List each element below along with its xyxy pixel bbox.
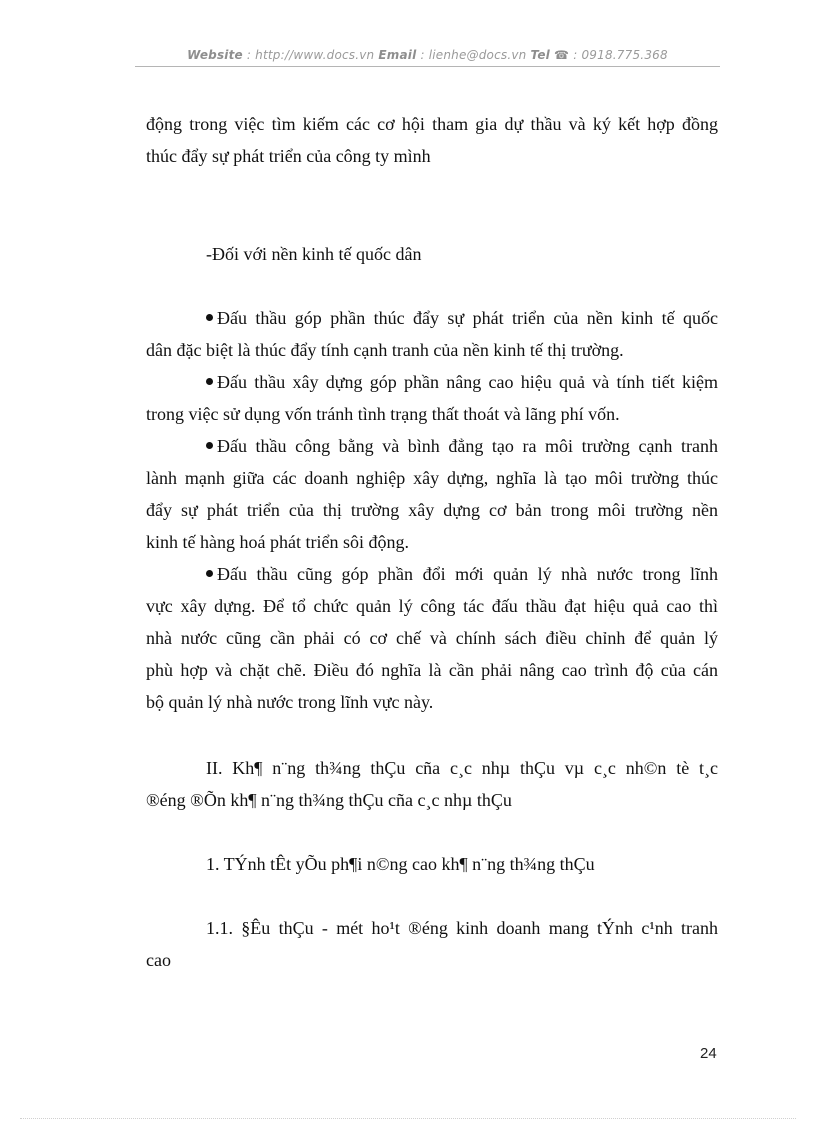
text-line: kinh tế hàng hoá phát triển sôi động. bbox=[146, 532, 409, 552]
section-heading-ii bbox=[146, 752, 718, 816]
website-label: Website bbox=[187, 48, 243, 62]
bullet-paragraph bbox=[146, 430, 718, 558]
section-heading-1 bbox=[146, 848, 718, 880]
text-line: ®éng ®Õn kh¶ n¨ng th¾ng thÇu cña c¸c nhµ thÇu bbox=[146, 790, 512, 810]
text-line: 1.1. §Êu thÇu - mét ho¹t ®éng kinh doanh mang tÝnh c¹nh tranh bbox=[206, 918, 718, 938]
text-line: thúc đẩy sự phát triển của công ty mình bbox=[146, 146, 431, 166]
footer-divider bbox=[20, 1118, 796, 1119]
tel-value: : 0918.775.368 bbox=[573, 48, 668, 62]
text-line: phù hợp và chặt chẽ. Điều đó nghĩa là cần phải nâng cao trình độ của cán bbox=[146, 660, 718, 680]
bullet-text: Đấu thầu xây dựng góp phần nâng cao hiệu quả và tính tiết kiệm bbox=[217, 372, 718, 392]
page-number: 24 bbox=[700, 1045, 717, 1062]
text-line: cao bbox=[146, 950, 171, 970]
bullet-paragraph bbox=[146, 366, 718, 430]
subheading-national-economy bbox=[146, 238, 718, 270]
email-label: Email bbox=[378, 48, 417, 62]
bullet-paragraph bbox=[146, 558, 718, 718]
bullet-icon bbox=[206, 314, 213, 321]
text-line: 1. TÝnh tÊt yÕu ph¶i n©ng cao kh¶ n¨ng th¾ng thÇu bbox=[206, 854, 595, 874]
text-line: dân đặc biệt là thúc đẩy tính cạnh tranh của nền kinh tế thị trường. bbox=[146, 340, 624, 360]
bullet-icon bbox=[206, 378, 213, 385]
bullet-text: Đấu thầu cũng góp phần đổi mới quản lý nhà nước trong lĩnh bbox=[217, 564, 718, 584]
paragraph-continuation bbox=[146, 108, 718, 172]
text-line: vực xây dựng. Để tổ chức quản lý công tác đấu thầu đạt hiệu quả cao thì bbox=[146, 596, 718, 616]
bullet-text: Đấu thầu góp phần thúc đẩy sự phát triển của nền kinh tế quốc bbox=[217, 308, 718, 328]
email-value: : lienhe@docs.vn bbox=[420, 48, 527, 62]
phone-icon: ☎ bbox=[554, 48, 570, 62]
website-value: : http://www.docs.vn bbox=[246, 48, 375, 62]
bullet-text: Đấu thầu công bằng và bình đẳng tạo ra môi trường cạnh tranh bbox=[217, 436, 718, 456]
text-line: nhà nước cũng cần phải có cơ chế và chính sách điều chỉnh để quản lý bbox=[146, 628, 718, 648]
page-header bbox=[135, 48, 720, 62]
section-heading-1-1 bbox=[146, 912, 718, 976]
text-line bbox=[146, 430, 718, 462]
text-line: động trong việc tìm kiếm các cơ hội tham gia dự thầu và ký kết hợp đồng bbox=[146, 114, 718, 134]
text-line: -Đối với nền kinh tế quốc dân bbox=[206, 244, 422, 264]
bullet-icon bbox=[206, 442, 213, 449]
text-line bbox=[146, 302, 718, 334]
text-line: lành mạnh giữa các doanh nghiệp xây dựng, nghĩa là tạo môi trường thúc bbox=[146, 468, 718, 488]
text-line bbox=[146, 558, 718, 590]
text-line bbox=[146, 366, 718, 398]
text-line: bộ quản lý nhà nước trong lĩnh vực này. bbox=[146, 692, 434, 712]
bullet-icon bbox=[206, 570, 213, 577]
text-line: trong việc sử dụng vốn tránh tình trạng thất thoát và lãng phí vốn. bbox=[146, 404, 620, 424]
bullet-paragraph bbox=[146, 302, 718, 366]
text-line: đẩy sự phát triển của thị trường xây dựng cơ bản trong môi trường nền bbox=[146, 500, 718, 520]
tel-label: Tel bbox=[530, 48, 550, 62]
text-line: II. Kh¶ n¨ng th¾ng thÇu cña c¸c nhµ thÇu vµ c¸c nh©n tè t¸c bbox=[206, 758, 718, 778]
header-divider bbox=[135, 66, 720, 67]
